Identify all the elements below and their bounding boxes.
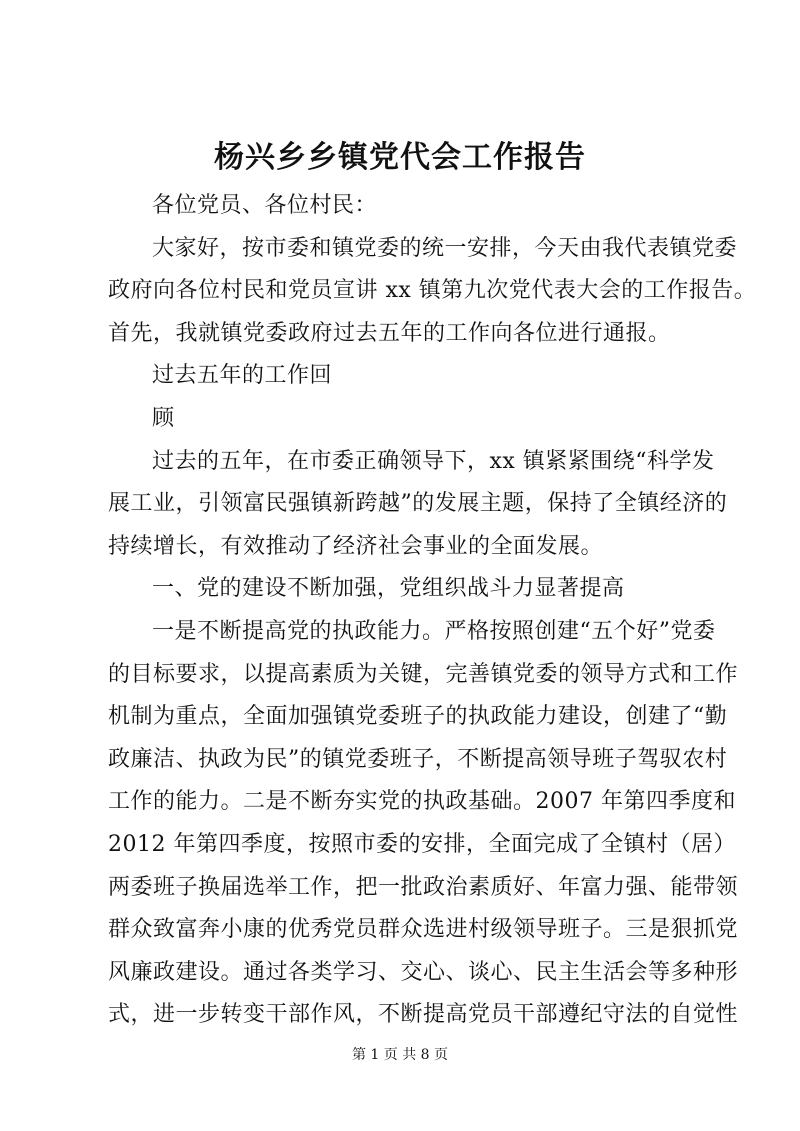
- body-line: 两委班子换届选举工作，把一批政治素质好、年富力强、能带领: [108, 874, 739, 900]
- body-line: 机制为重点，全面加强镇党委班子的执政能力建设，创建了“勤: [108, 704, 728, 730]
- body-line: 一是不断提高党的执政能力。严格按照创建“五个好”党委: [152, 618, 716, 644]
- body-line: 大家好，按市委和镇党委的统一安排，今天由我代表镇党委: [152, 235, 738, 261]
- body-line: 群众致富奔小康的优秀党员群众选进村级领导班子。三是狠抓党: [108, 917, 739, 943]
- document-body: [108, 185, 757, 1037]
- page-footer: 第 1 页 共 8 页: [351, 1047, 449, 1063]
- body-line: 首先，我就镇党委政府过去五年的工作向各位进行通报。: [108, 320, 671, 346]
- body-line: 式，进一步转变干部作风，不断提高党员干部遵纪守法的自觉性: [108, 1002, 739, 1028]
- body-line: 持续增长，有效推动了经济社会事业的全面发展。: [108, 533, 604, 559]
- body-line: 政府向各位村民和党员宣讲 xx 镇第九次党代表大会的工作报告。: [108, 278, 757, 304]
- body-line: 风廉政建设。通过各类学习、交心、谈心、民主生活会等多种形: [108, 959, 739, 985]
- body-line: 各位党员、各位村民：: [152, 193, 378, 218]
- body-line: 过去五年的工作回: [152, 363, 333, 389]
- body-line: 工作的能力。二是不断夯实党的执政基础。2007 年第四季度和: [108, 789, 736, 815]
- body-line: 2012 年第四季度，按照市委的安排，全面完成了全镇村（居）: [108, 831, 736, 857]
- body-line: 的目标要求，以提高素质为关键，完善镇党委的领导方式和工作: [108, 661, 739, 687]
- body-line: 过去的五年，在市委正确领导下，xx 镇紧紧围绕“科学发: [152, 448, 715, 474]
- body-line: 政廉洁、执政为民”的镇党委班子，不断提高领导班子驾驭农村: [108, 746, 728, 772]
- body-line: 一、党的建设不断加强，党组织战斗力显著提高: [152, 576, 625, 602]
- body-line: 展工业，引领富民强镇新跨越”的发展主题，保持了全镇经济的: [108, 491, 728, 517]
- document-title: 杨兴乡乡镇党代会工作报告: [214, 140, 586, 175]
- body-line: 顾: [152, 405, 175, 431]
